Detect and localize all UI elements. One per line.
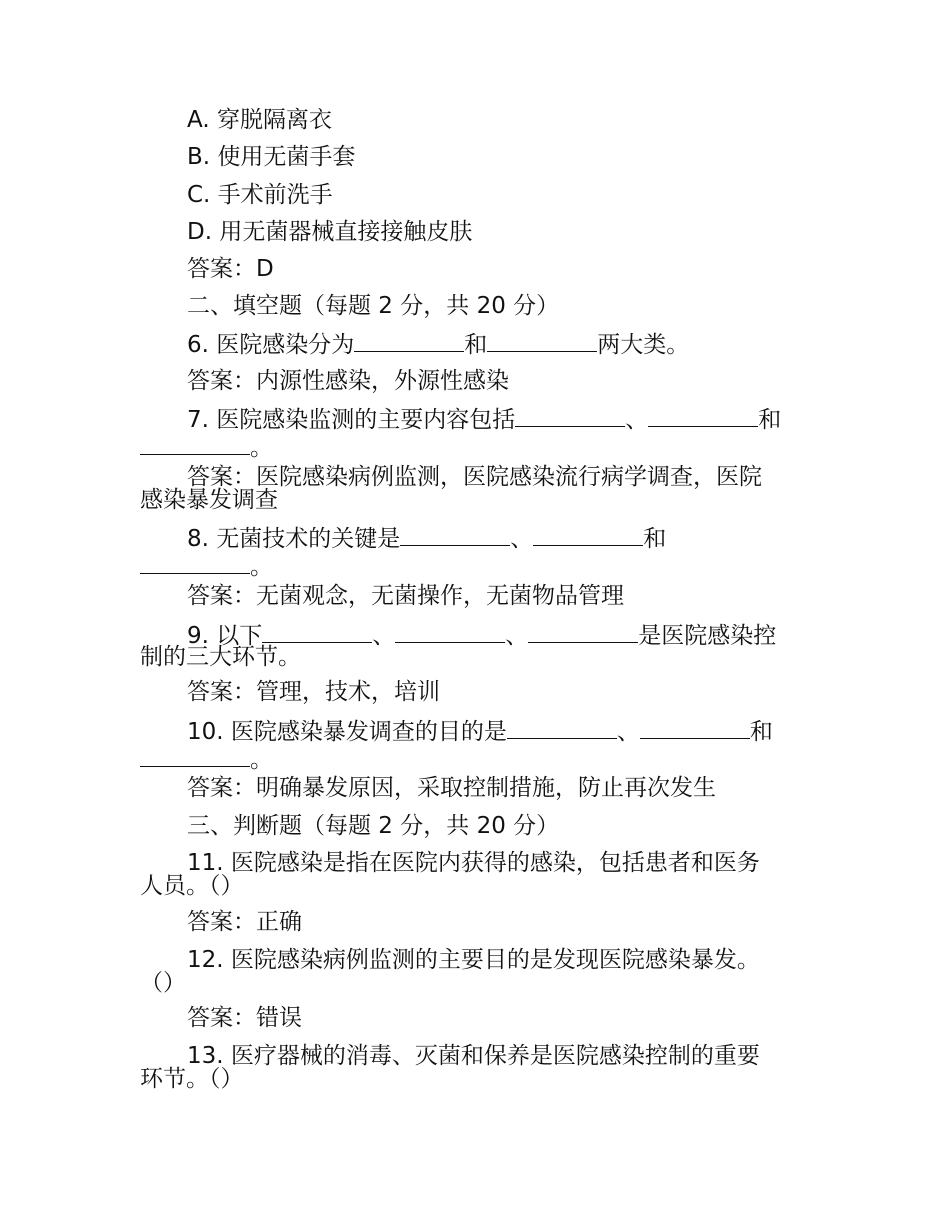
- separator: 、: [510, 526, 534, 552]
- question-12-line2: （）: [140, 970, 186, 996]
- question-11-line2: 人员。（）: [140, 873, 244, 899]
- question-7: [0, 404, 950, 434]
- answer-q5: 答案：D: [187, 256, 274, 282]
- answer-q7-line1: 答案：医院感染病例监测，医院感染流行病学调查，医院: [187, 464, 762, 490]
- q8-text: 8. 无菌技术的关键是: [187, 526, 401, 552]
- separator: 、: [505, 623, 529, 649]
- question-13-line2: 环节。（）: [140, 1066, 244, 1092]
- answer-q8: 答案：无菌观念，无菌操作，无菌物品管理: [187, 583, 624, 609]
- separator: 、: [372, 623, 396, 649]
- q6-end: 两大类。: [597, 332, 690, 358]
- blank: [528, 620, 638, 643]
- blank: [487, 329, 597, 352]
- option-c: C. 手术前洗手: [187, 182, 333, 208]
- blank: [354, 329, 464, 352]
- answer-q7-line2: 感染暴发调查: [140, 487, 278, 513]
- question-11-line1: 11. 医院感染是指在医院内获得的感染，包括患者和医务: [187, 850, 760, 876]
- question-8-cont: [0, 551, 950, 581]
- q9-end: 是医院感染控: [638, 623, 777, 649]
- period: 。: [250, 435, 273, 461]
- question-7-cont: [0, 432, 950, 462]
- separator: 、: [616, 719, 640, 745]
- conjunction: 和: [758, 407, 782, 433]
- answer-q11: 答案：正确: [187, 909, 302, 935]
- blank: [515, 404, 625, 427]
- question-8: [0, 523, 950, 553]
- question-6: [0, 329, 950, 359]
- conjunction: 和: [643, 526, 667, 552]
- q6-and: 和: [464, 332, 488, 358]
- q9-text: 9. 以下: [187, 623, 263, 649]
- answer-q12: 答案：错误: [187, 1005, 302, 1031]
- q10-text: 10. 医院感染暴发调查的目的是: [187, 719, 507, 745]
- question-10-cont: [0, 744, 950, 774]
- answer-q10: 答案：明确暴发原因，采取控制措施，防止再次发生: [187, 775, 716, 801]
- question-13-line1: 13. 医疗器械的消毒、灭菌和保养是医院感染控制的重要: [187, 1043, 760, 1069]
- blank: [395, 620, 505, 643]
- q6-text: 6. 医院感染分为: [187, 332, 355, 358]
- blank: [140, 432, 250, 455]
- blank: [140, 744, 250, 767]
- option-b: B. 使用无菌手套: [187, 144, 356, 170]
- question-9-cont: 制的三大环节。: [140, 644, 301, 670]
- period: 。: [250, 747, 273, 773]
- section-true-false-title: 三、判断题（每题 2 分，共 20 分）: [187, 813, 560, 839]
- question-10: [0, 716, 950, 746]
- blank: [262, 620, 372, 643]
- blank: [640, 716, 750, 739]
- blank: [507, 716, 617, 739]
- q7-text: 7. 医院感染监测的主要内容包括: [187, 407, 516, 433]
- option-a: A. 穿脱隔离衣: [187, 107, 332, 133]
- blank: [400, 523, 510, 546]
- section-fill-blank-title: 二、填空题（每题 2 分，共 20 分）: [187, 293, 560, 319]
- blank: [140, 551, 250, 574]
- blank: [648, 404, 758, 427]
- conjunction: 和: [749, 719, 773, 745]
- answer-q9: 答案：管理，技术，培训: [187, 679, 440, 705]
- separator: 、: [625, 407, 649, 433]
- answer-q6: 答案：内源性感染，外源性感染: [187, 368, 509, 394]
- question-12-line1: 12. 医院感染病例监测的主要目的是发现医院感染暴发。: [187, 947, 760, 973]
- period: 。: [250, 554, 273, 580]
- option-d: D. 用无菌器械直接接触皮肤: [187, 219, 473, 245]
- blank: [533, 523, 643, 546]
